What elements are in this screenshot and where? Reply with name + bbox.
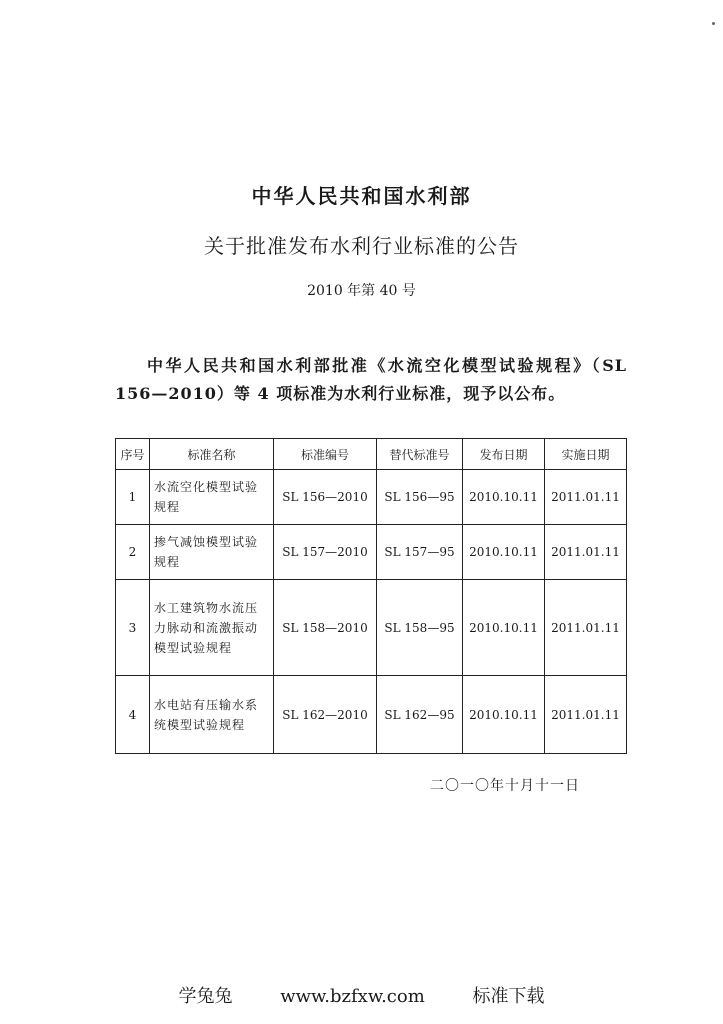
cell-issue-date: 2010.10.11	[463, 525, 545, 580]
ministry-heading: 中华人民共和国水利部	[251, 184, 472, 208]
cell-replace: SL 156—95	[377, 470, 463, 525]
table-row	[116, 676, 627, 754]
cell-name: 水流空化模型试验规程	[150, 470, 274, 525]
announcement-title: 关于批准发布水利行业标准的公告	[204, 234, 519, 258]
footer-watermark	[0, 982, 723, 1008]
cell-issue-date: 2010.10.11	[463, 676, 545, 754]
header-issue-date: 发布日期	[463, 439, 545, 470]
header-effective-date: 实施日期	[545, 439, 627, 470]
cell-replace: SL 158—95	[377, 580, 463, 676]
cell-code: SL 158—2010	[274, 580, 377, 676]
footer-site-name: 学兔兔	[178, 986, 233, 1007]
cell-code: SL 156—2010	[274, 470, 377, 525]
cell-effective-date: 2011.01.11	[545, 676, 627, 754]
cell-issue-date: 2010.10.11	[463, 580, 545, 676]
cell-name: 掺气减蚀模型试验规程	[150, 525, 274, 580]
table-row	[116, 525, 627, 580]
cell-no: 4	[116, 676, 150, 754]
announcement-paragraph: 中华人民共和国水利部批准《水流空化模型试验规程》（SL 156—2010）等 4 项标准为水利行业标准，现予以公布。	[115, 356, 627, 403]
cell-effective-date: 2011.01.11	[545, 525, 627, 580]
table-header-row	[116, 439, 627, 470]
scan-speck	[712, 22, 715, 25]
footer-url-link[interactable]: www.bzfxw.com	[280, 986, 425, 1007]
cell-replace: SL 157—95	[377, 525, 463, 580]
footer-slogan: 标准下载	[472, 986, 545, 1007]
cell-effective-date: 2011.01.11	[545, 470, 627, 525]
cell-no: 2	[116, 525, 150, 580]
cell-code: SL 162—2010	[274, 676, 377, 754]
header-no: 序号	[116, 439, 150, 470]
announcement-number: 2010 年第 40 号	[307, 283, 416, 299]
header-name: 标准名称	[150, 439, 274, 470]
cell-replace: SL 162—95	[377, 676, 463, 754]
cell-no: 1	[116, 470, 150, 525]
table-row	[116, 470, 627, 525]
cell-issue-date: 2010.10.11	[463, 470, 545, 525]
standards-table	[115, 438, 627, 754]
cell-no: 3	[116, 580, 150, 676]
cell-code: SL 157—2010	[274, 525, 377, 580]
header-code: 标准编号	[274, 439, 377, 470]
cell-name: 水电站有压输水系统模型试验规程	[150, 676, 274, 754]
cell-effective-date: 2011.01.11	[545, 580, 627, 676]
cell-name: 水工建筑物水流压力脉动和流激振动模型试验规程	[150, 580, 274, 676]
header-replace: 替代标准号	[377, 439, 463, 470]
table-row	[116, 580, 627, 676]
announcement-date: 二〇一〇年十月十一日	[430, 778, 580, 794]
